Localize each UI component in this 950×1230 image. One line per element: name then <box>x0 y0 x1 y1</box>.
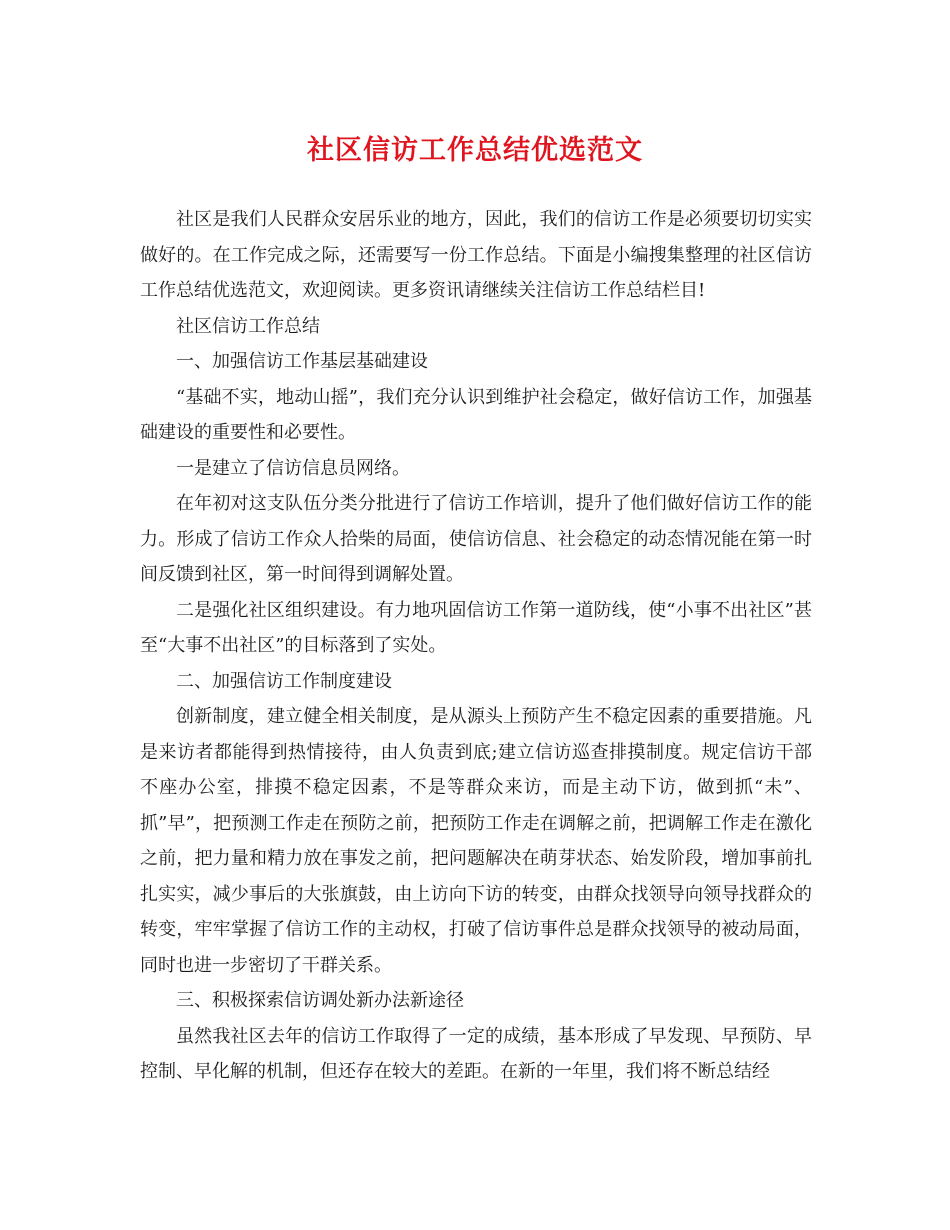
body-paragraph: 虽然我社区去年的信访工作取得了一定的成绩，基本形成了早发现、早预防、早控制、早化解的机制，但还存在较大的差距。在新的一年里，我们将不断总结经 <box>140 1025 812 1082</box>
section-heading-2: 二、加强信访工作制度建设 <box>176 670 392 692</box>
intro-paragraph: 社区是我们人民群众安居乐业的地方，因此，我们的信访工作是必须要切切实实做好的。在工作完成之际，还需要写一份工作总结。下面是小编搜集整理的社区信访工作总结优选范文，欢迎阅读。更多资讯请继续关注信访工作总结栏目! <box>140 209 812 301</box>
document-body <box>140 202 812 1090</box>
section-heading-1: 一、加强信访工作基层基础建设 <box>176 351 428 372</box>
section-heading-3: 三、积极探索信访调处新办法新途径 <box>176 990 464 1011</box>
body-paragraph: “基础不实，地动山摇”，我们充分认识到维护社会稳定，做好信访工作，加强基础建设的重要性和必要性。 <box>140 386 812 443</box>
subtitle-paragraph: 社区信访工作总结 <box>176 315 320 337</box>
document-title: 社区信访工作总结优选范文 <box>307 135 643 166</box>
body-paragraph: 一是建立了信访信息员网络。 <box>176 457 410 479</box>
body-paragraph: 二是强化社区组织建设。有力地巩固信访工作第一道防线，使“小事不出社区”甚至“大事不出社区”的目标落到了实处。 <box>140 599 812 656</box>
body-paragraph: 在年初对这支队伍分类分批进行了信访工作培训，提升了他们做好信访工作的能力。形成了信访工作众人拾柴的局面，使信访信息、社会稳定的动态情况能在第一时间反馈到社区，第一时间得到调解处置。 <box>140 493 812 585</box>
body-paragraph: 创新制度，建立健全相关制度，是从源头上预防产生不稳定因素的重要措施。凡是来访者都能得到热情接待，由人负责到底;建立信访巡查排摸制度。规定信访干部不座办公室，排摸不稳定因素，不是等群众来访，而是主动下访，做到抓“未”、抓”早”，把预测工作走在预防之前，把预防工作走在调解之前，把调解工作走在激化之前，把力量和精力放在事发之前，把问题解决在萌芽状态、始发阶段，增加事前扎扎实实，减少事后的大张旗鼓，由上访向下访的转变，由群众找领导向领导找群众的转变，牢牢掌握了信访工作的主动权，打破了信访事件总是群众找领导的被动局面，同时也进一步密切了干群关系。 <box>140 706 812 976</box>
